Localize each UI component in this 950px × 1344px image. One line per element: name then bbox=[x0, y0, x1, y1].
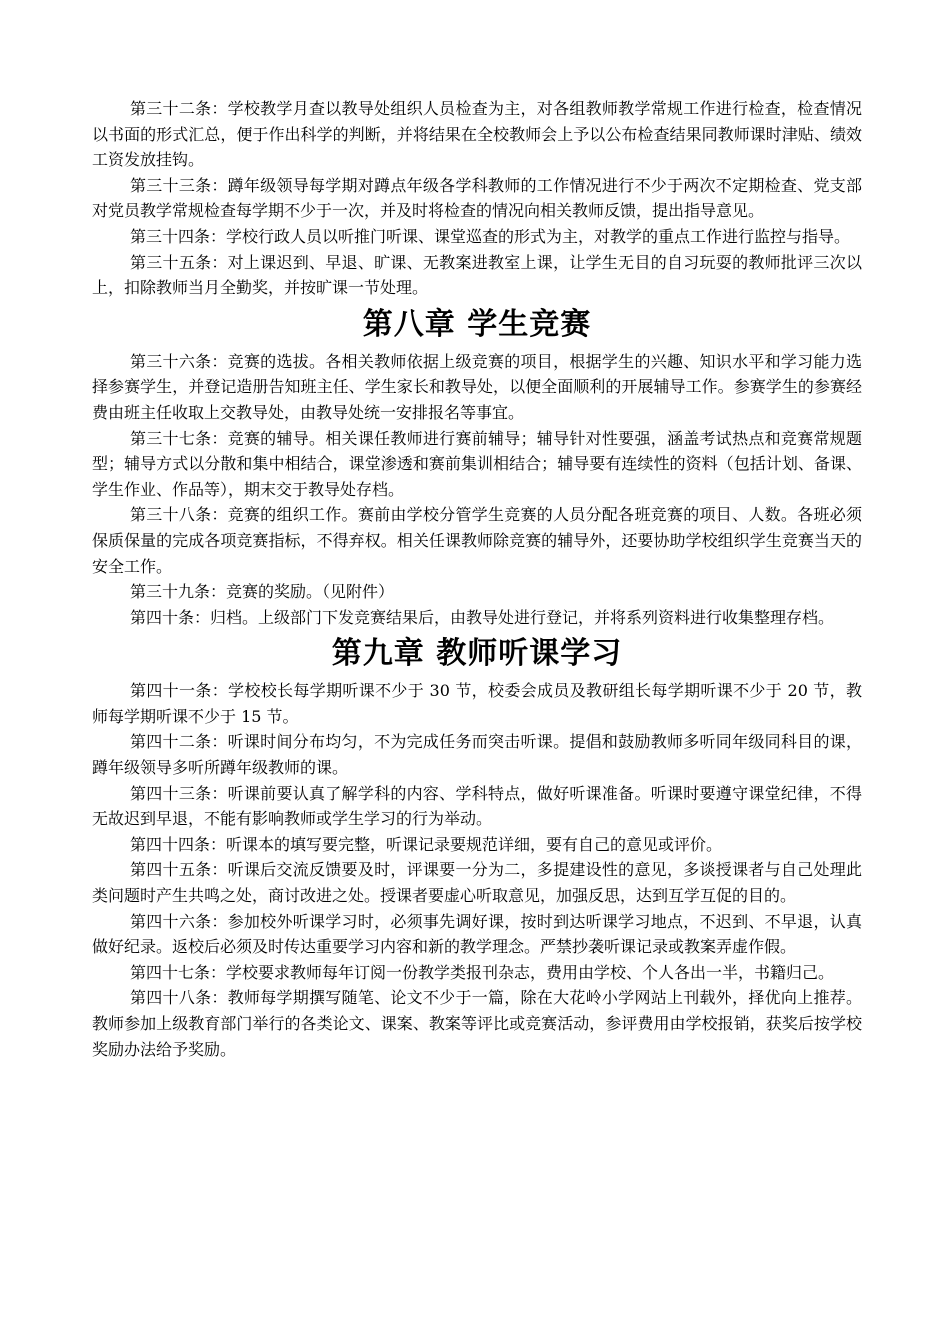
article-35: 第三十五条：对上课迟到、早退、旷课、无教案进教室上课，让学生无目的自习玩耍的教师批评三次以上，扣除教师当月全勤奖，并按旷课一节处理。 bbox=[92, 252, 862, 298]
article-45: 第四十五条：听课后交流反馈要及时，评课要一分为二，多提建设性的意见，多谈授课者与自己处理此类问题时产生共鸣之处，商讨改进之处。授课者要虚心听取意见，加强反思，达到互学互促的目的。 bbox=[92, 860, 862, 906]
chapter-8-title: 第八章 学生竞赛 bbox=[362, 306, 592, 342]
article-43: 第四十三条：听课前要认真了解学科的内容、学科特点，做好听课准备。听课时要遵守课堂纪律，不得无故迟到早退，不能有影响教师或学生学习的行为举动。 bbox=[92, 783, 862, 829]
article-38: 第三十八条：竞赛的组织工作。赛前由学校分管学生竞赛的人员分配各班竞赛的项目、人数。各班必须保质保量的完成各项竞赛指标，不得弃权。相关任课教师除竞赛的辅导外，还要协助学校组织学生竞赛当天的安全工作。 bbox=[92, 505, 862, 576]
document-page bbox=[92, 96, 862, 1062]
article-33: 第三十三条：蹲年级领导每学期对蹲点年级各学科教师的工作情况进行不少于两次不定期检查、党支部对党员教学常规检查每学期不少于一次，并及时将检查的情况向相关教师反馈，提出指导意见。 bbox=[92, 175, 862, 221]
article-39: 第三十九条：竞赛的奖励。（见附件） bbox=[130, 582, 395, 602]
article-34: 第三十四条：学校行政人员以听推门听课、课堂巡查的形式为主，对教学的重点工作进行监控与指导。 bbox=[130, 226, 851, 246]
chapter-9-title: 第九章 教师听课学习 bbox=[331, 636, 623, 672]
article-48: 第四十八条：教师每学期撰写随笔、论文不少于一篇，除在大花岭小学网站上刊载外，择优向上推荐。教师参加上级教育部门举行的各类论文、课案、教案等评比或竞赛活动，参评费用由学校报销，获奖后按学校奖励办法给予奖励。 bbox=[92, 988, 862, 1059]
article-37: 第三十七条：竞赛的辅导。相关课任教师进行赛前辅导；辅导针对性要强，涵盖考试热点和竞赛常规题型；辅导方式以分散和集中相结合，课堂渗透和赛前集训相结合；辅导要有连续性的资料（包括计划、备课、学生作业、作品等），期末交于教导处存档。 bbox=[92, 428, 862, 499]
article-44: 第四十四条：听课本的填写要完整，听课记录要规范详细，要有自己的意见或评价。 bbox=[130, 834, 723, 854]
article-36: 第三十六条：竞赛的选拔。各相关教师依据上级竞赛的项目，根据学生的兴趣、知识水平和学习能力选择参赛学生，并登记造册告知班主任、学生家长和教导处，以便全面顺利的开展辅导工作。参赛学生的参赛经费由班主任收取上交教导处，由教导处统一安排报名等事宜。 bbox=[92, 351, 862, 422]
article-42: 第四十二条：听课时间分布均匀，不为完成任务而突击听课。提倡和鼓励教师多听同年级同科目的课，蹲年级领导多听所蹲年级教师的课。 bbox=[92, 732, 862, 778]
article-40: 第四十条：归档。上级部门下发竞赛结果后，由教导处进行登记，并将系列资料进行收集整理存档。 bbox=[130, 607, 835, 627]
article-41: 第四十一条：学校校长每学期听课不少于 30 节，校委会成员及教研组长每学期听课不少于 20 节，教师每学期听课不少于 15 节。 bbox=[92, 681, 862, 726]
article-47: 第四十七条：学校要求教师每年订阅一份教学类报刊杂志，费用由学校、个人各出一半，书籍归己。 bbox=[130, 962, 835, 982]
article-32: 第三十二条：学校教学月查以教导处组织人员检查为主，对各组教师教学常规工作进行检查，检查情况以书面的形式汇总，便于作出科学的判断，并将结果在全校教师会上予以公布检查结果同教师课时津贴、绩效工资发放挂钩。 bbox=[92, 99, 862, 170]
article-46: 第四十六条：参加校外听课学习时，必须事先调好课，按时到达听课学习地点，不迟到、不早退，认真做好纪录。返校后必须及时传达重要学习内容和新的教学理念。严禁抄袭听课记录或教案弄虚作假。 bbox=[92, 911, 862, 957]
